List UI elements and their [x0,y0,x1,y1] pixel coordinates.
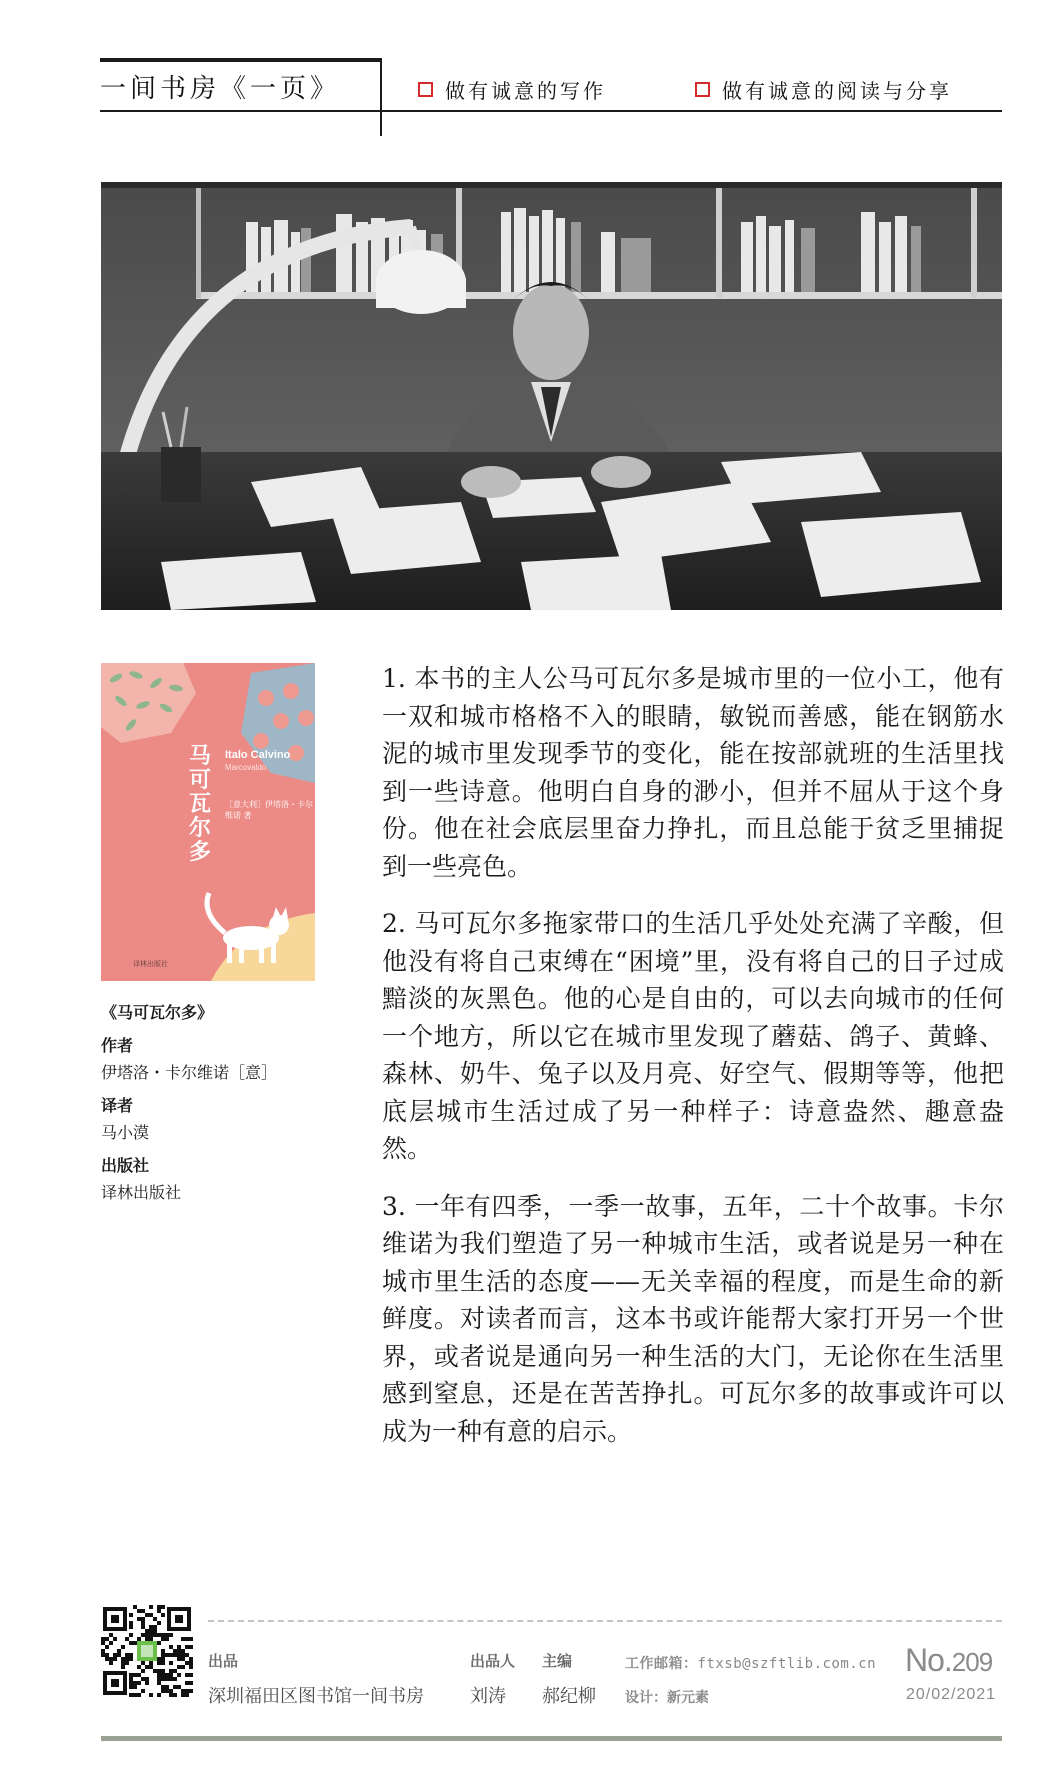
qr-module [165,1689,169,1693]
qr-module [125,1637,129,1641]
email-label: 工作邮箱： [625,1656,698,1672]
qr-module [133,1673,137,1677]
qr-module [133,1685,137,1689]
qr-module [133,1681,137,1685]
qr-module [121,1657,125,1661]
issue-date: 20/02/2021 [906,1686,997,1703]
email-line [625,1653,876,1673]
qr-module [181,1689,185,1693]
qr-module [169,1653,173,1657]
cover-title: 马可瓦尔多 [189,744,212,865]
qr-module [157,1621,161,1625]
qr-module [173,1653,177,1657]
qr-module [129,1693,133,1697]
translator-label: 译者 [101,1096,134,1115]
qr-module [181,1665,185,1669]
issue-prefix: No. [905,1642,952,1678]
qr-module [189,1637,193,1641]
qr-module [161,1689,165,1693]
page-title: 一间书房《一页》 [100,74,341,104]
motto-writing [418,75,606,104]
qr-module [129,1633,133,1637]
qr-module [141,1609,145,1613]
qr-module [149,1637,153,1641]
qr-module [165,1673,169,1677]
qr-module [133,1641,137,1645]
qr-module [153,1617,157,1621]
qr-module [149,1625,153,1629]
qr-module [125,1661,129,1665]
qr-module [185,1681,189,1685]
qr-module [177,1657,181,1661]
author-photo [101,182,1002,610]
header-underline [100,110,1002,112]
qr-module [141,1625,145,1629]
qr-module [181,1653,185,1657]
qr-module [113,1653,117,1657]
qr-module [145,1665,149,1669]
qr-module [157,1661,161,1665]
motto-reading-label: 做有诚意的阅读与分享 [722,79,952,103]
qr-module [185,1637,189,1641]
qr-code[interactable] [101,1605,193,1697]
qr-module [129,1653,133,1657]
qr-module [165,1653,169,1657]
publisher-value: 译林出版社 [101,1183,182,1202]
qr-module [161,1633,165,1637]
translator-value: 马小漠 [101,1123,150,1142]
qr-module [149,1629,153,1633]
qr-module [173,1677,177,1681]
email-address[interactable]: ftxsb@szftlib.com.cn [697,1656,877,1672]
qr-module [157,1641,161,1645]
qr-module [157,1605,161,1609]
qr-module [109,1657,113,1661]
issue-number [905,1642,992,1679]
qr-module [109,1661,113,1665]
producer-person-label: 出品人 [470,1652,516,1670]
qr-module [189,1657,193,1661]
qr-module [101,1641,105,1645]
qr-module [169,1633,173,1637]
qr-module [177,1685,181,1689]
qr-module [137,1693,141,1697]
qr-module [177,1665,181,1669]
qr-module [161,1677,165,1681]
qr-module [185,1689,189,1693]
qr-module [141,1689,145,1693]
qr-module [153,1669,157,1673]
qr-module [169,1669,173,1673]
review-text [382,660,1004,1470]
qr-module [161,1605,165,1609]
qr-module [157,1669,161,1673]
qr-module [169,1661,173,1665]
design-credit: 设计：新元素 [625,1690,709,1706]
qr-module [189,1681,193,1685]
qr-module [157,1693,161,1697]
author-photo-illustration [101,182,1002,610]
qr-module [153,1625,157,1629]
qr-module [169,1689,173,1693]
qr-module [165,1633,169,1637]
checkbox-icon [418,82,433,97]
editor-label: 主编 [542,1652,573,1670]
qr-module [161,1613,165,1617]
qr-module [177,1673,181,1677]
qr-module [121,1645,125,1649]
motto-writing-label: 做有诚意的写作 [445,79,606,103]
qr-module [153,1629,157,1633]
paragraph-3: 3. 一年有四季，一季一故事，五年，二十个故事。卡尔维诺为我们塑造了另一种城市生活，或者说是另一种在城市里生活的态度——无关幸福的程度，而是生命的新鲜度。对读者而言，这本书或许能帮大家打开另一个世界，或者说是通向另一种生活的大门，无论你在生活里感到窒息，还是在苦苦挣扎。可瓦尔多的故事或许可以成为一种有意的启示。 [382,1191,1004,1446]
qr-module [141,1669,145,1673]
qr-module [145,1677,149,1681]
qr-module [181,1637,185,1641]
qr-module [161,1637,165,1641]
qr-module [101,1653,105,1657]
motto-reading [695,75,952,104]
cover-author-line: ［意大利］伊塔洛・卡尔维诺 著 [225,800,313,820]
producer-person-value: 刘涛 [470,1686,506,1707]
qr-module [185,1645,189,1649]
qr-module [189,1661,193,1665]
qr-module [141,1617,145,1621]
qr-module [161,1649,165,1653]
qr-module [149,1661,153,1665]
qr-module [161,1661,165,1665]
qr-module [137,1681,141,1685]
qr-module [161,1669,165,1673]
producer-value: 深圳福田区图书馆一间书房 [208,1686,424,1707]
qr-module [137,1673,141,1677]
qr-module [133,1605,137,1609]
qr-module [101,1649,105,1653]
qr-module [157,1657,161,1661]
qr-module [185,1693,189,1697]
qr-module [169,1693,173,1697]
qr-module [109,1641,113,1645]
qr-module [165,1637,169,1641]
qr-module [137,1665,141,1669]
qr-module [129,1613,133,1617]
qr-module [129,1677,133,1681]
qr-module [113,1657,117,1661]
qr-module [105,1637,109,1641]
qr-module [181,1649,185,1653]
qr-module [129,1681,133,1685]
qr-module [161,1685,165,1689]
qr-module [145,1633,149,1637]
cover-subtitle-en: Marcovaldo [225,763,267,772]
qr-module [137,1609,141,1613]
qr-module [157,1633,161,1637]
qr-module [149,1665,153,1669]
qr-module [121,1665,125,1669]
qr-module [149,1633,153,1637]
qr-module [145,1681,149,1685]
qr-module [189,1689,193,1693]
author-label: 作者 [101,1036,134,1055]
qr-module [189,1645,193,1649]
qr-module [125,1657,129,1661]
qr-module [149,1605,153,1609]
qr-module [169,1673,173,1677]
qr-module [141,1633,145,1637]
qr-module [181,1657,185,1661]
editor-value: 郝纪柳 [542,1686,596,1707]
qr-module [177,1649,181,1653]
qr-module [117,1653,121,1657]
qr-module [173,1649,177,1653]
qr-module [161,1653,165,1657]
qr-module [141,1677,145,1681]
checkbox-icon [695,82,710,97]
book-info [101,1000,311,1203]
qr-module [173,1685,177,1689]
qr-module [145,1629,149,1633]
qr-module [129,1625,133,1629]
qr-module [153,1633,157,1637]
qr-module [161,1673,165,1677]
author-value: 伊塔洛・卡尔维诺［意］ [101,1063,278,1082]
qr-module [141,1621,145,1625]
book-title: 《马可瓦尔多》 [101,1003,214,1022]
cover-publisher: 译林出版社 [133,960,168,968]
qr-module [165,1677,169,1681]
paragraph-2: 2. 马可瓦尔多拖家带口的生活几乎处处充满了辛酸，但他没有将自己束缚在“困境”里，没有将自己的日子过成黯淡的灰黑色。他的心是自由的，可以去向城市的任何一个地方，所以它在城市里发现了蘑菇、鸽子、黄蜂、森林、奶牛、兔子以及月亮、好空气、假期等等，他把底层城市生活过成了另一种样子：诗意盎然、趣意盎然。 [382,909,1004,1163]
qr-module [129,1657,133,1661]
footer-bar [101,1736,1002,1741]
book-cover [101,663,315,981]
qr-module [113,1637,117,1641]
qr-module [149,1693,153,1697]
qr-module [181,1693,185,1697]
qr-module [105,1645,109,1649]
qr-module [105,1657,109,1661]
qr-module [157,1681,161,1685]
qr-module [185,1673,189,1677]
qr-module [189,1673,193,1677]
qr-module [141,1661,145,1665]
qr-module [129,1641,133,1645]
header-divider [380,58,382,136]
qr-module [129,1621,133,1625]
qr-module [189,1665,193,1669]
qr-code-icon [101,1605,193,1697]
qr-module [137,1617,141,1621]
cover-author-en: Italo Calvino [225,749,291,761]
qr-module [173,1693,177,1697]
qr-module [169,1645,173,1649]
qr-module [165,1685,169,1689]
qr-module [185,1661,189,1665]
qr-module [125,1653,129,1657]
issue-value: 209 [951,1647,993,1677]
header-top-rule [100,58,380,62]
qr-module [105,1653,109,1657]
qr-module [109,1633,113,1637]
qr-module [173,1669,177,1673]
qr-module [149,1613,153,1617]
qr-module [129,1685,133,1689]
qr-module [177,1653,181,1657]
qr-module [121,1661,125,1665]
qr-module [129,1673,133,1677]
qr-module [145,1637,149,1641]
qr-module [137,1637,141,1641]
publisher-label: 出版社 [101,1156,150,1175]
qr-module [157,1609,161,1613]
qr-module [161,1657,165,1661]
qr-module [145,1613,149,1617]
footer-divider [208,1620,1002,1622]
qr-module [101,1637,105,1641]
qr-module [157,1677,161,1681]
qr-module [157,1673,161,1677]
qr-module [117,1649,121,1653]
qr-module [133,1693,137,1697]
qr-module [177,1645,181,1649]
qr-module [169,1677,173,1681]
paragraph-1: 1. 本书的主人公马可瓦尔多是城市里的一位小工，他有一双和城市格格不入的眼睛，敏锐而善感，能在钢筋水泥的城市里发现季节的变化，能在按部就班的生活里找到一些诗意。他明白自身的渺小，但并不屈从于这个身份。他在社会底层里奋力挣扎，而且总能于贫乏里捕捉到一些亮色。 [382,664,1004,881]
producer-label: 出品 [208,1652,239,1670]
qr-module [185,1653,189,1657]
